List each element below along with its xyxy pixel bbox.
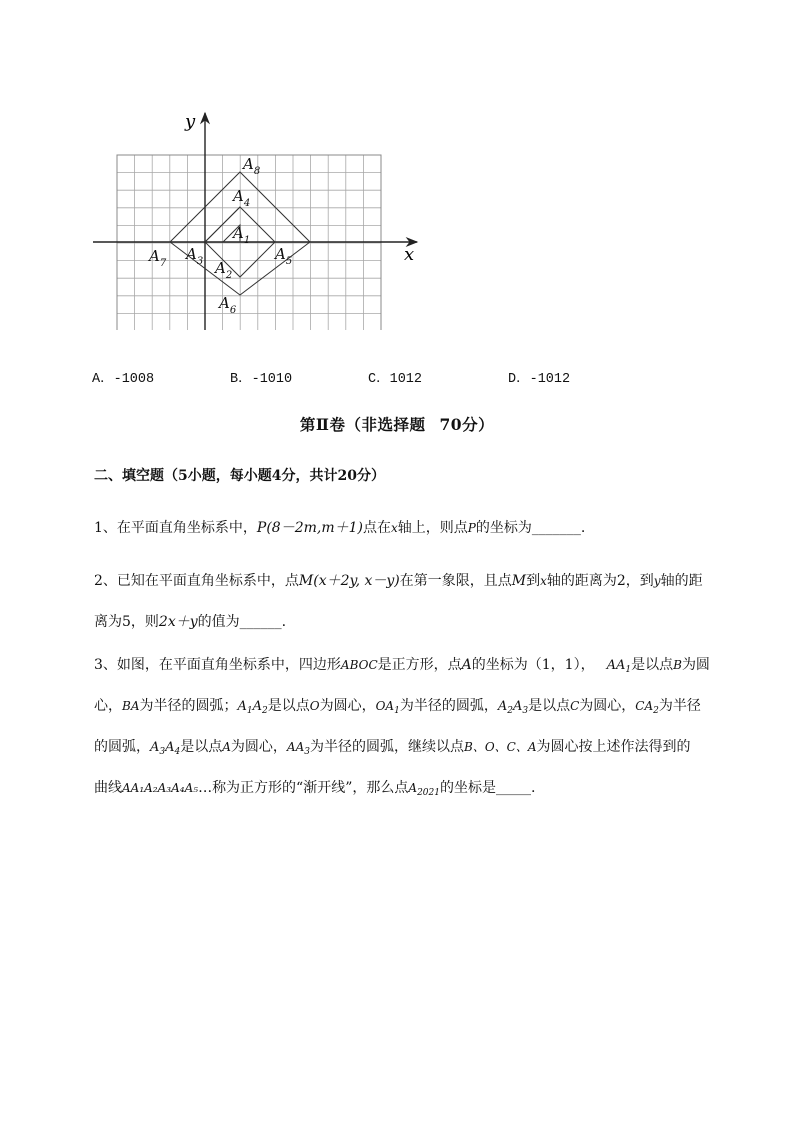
q3-quad: ABOC (340, 658, 378, 672)
q3-line4-b: …称为正方形的“渐开线”，那么点 (198, 780, 409, 796)
q3-arc4: $A_3A_4$ (150, 740, 181, 757)
q3-answer-blank[interactable]: _____. (495, 780, 536, 796)
q3-line2-f: 是以点 (528, 698, 571, 714)
q3-arc3: $A_2A_3$ (497, 699, 529, 716)
q3-curve: AA₁A₂A₃A₄A₅ (122, 781, 199, 795)
label-a4: $A_4$ (233, 187, 251, 209)
q3-seg3: $CA_2$ (635, 699, 659, 716)
option-c[interactable]: C．1012 (368, 372, 423, 387)
q3-point-a2: A (222, 740, 231, 754)
q2-text: 2、已知在平面直角坐标系中，点 (94, 573, 299, 589)
q3-line2-b: 为半径的圆弧； (139, 698, 238, 714)
label-a3: $A_3$ (186, 245, 204, 267)
q3-line2-e: 为半径的圆弧， (399, 698, 498, 714)
q3-point-c: C (570, 699, 580, 713)
q1-answer-blank[interactable]: _______. (531, 520, 586, 536)
label-a2: $A_2$ (215, 259, 233, 281)
q1-point2: P (467, 521, 476, 535)
q3-arc1: $AA_1$ (606, 658, 632, 675)
q3-line2-c: 是以点 (267, 698, 310, 714)
q3-line2-h: 为半径 (658, 698, 701, 714)
q2-expression: 2x＋y (158, 614, 198, 630)
q3-target: $A_{2021}$ (408, 781, 440, 798)
y-axis-label: y (185, 111, 196, 132)
q2-text-mid3: 轴的距离为2，到 (546, 573, 654, 589)
option-a[interactable]: A．-1008 (92, 372, 155, 387)
section-title (0, 413, 794, 435)
question-2 (94, 561, 742, 643)
q3-seg1: BA (122, 699, 140, 713)
q2-coords: (x＋2y, x－y) (313, 573, 400, 589)
q1-text-suffix: 的坐标为 (475, 520, 532, 536)
section-score: 70分） (439, 415, 495, 434)
section-title-text: 第Ⅱ卷（非选择题 (299, 415, 426, 434)
question-1 (94, 508, 742, 549)
label-a1: $A_1$ (233, 224, 251, 246)
q3-text-c: 的坐标为（1，1）， (471, 657, 595, 673)
q3-line4-c: 的坐标是 (439, 780, 496, 796)
q3-line3-b: 是以点 (180, 739, 223, 755)
q2-axis-y: y (653, 574, 661, 588)
q2-text-mid2: 到 (526, 573, 541, 589)
answer-options (0, 366, 794, 386)
q3-line2-d: 为圆心， (319, 698, 376, 714)
q2-line2-suffix: 的值为 (197, 614, 240, 630)
label-a8: $A_8$ (243, 155, 261, 177)
q1-text-mid2: 轴上，则点 (397, 520, 468, 536)
q2-text-mid: 在第一象限，且点 (399, 573, 512, 589)
q3-line3-c: 为圆心， (230, 739, 287, 755)
q1-axis: x (391, 521, 398, 535)
q3-text-d: 是以点 (631, 657, 674, 673)
q3-point-b: B (673, 658, 682, 672)
q3-seg4: $AA_3$ (286, 740, 310, 757)
q3-line2-text: 心， (94, 698, 122, 714)
q3-line3-e: 为圆心按上述作法得到的 (536, 739, 691, 755)
option-b[interactable]: B．-1010 (230, 372, 293, 387)
label-a6: $A_6$ (219, 294, 237, 316)
q3-text-b: 是正方形，点 (377, 657, 462, 673)
label-a5: $A_5$ (275, 245, 293, 267)
q3-line2-g: 为圆心， (579, 698, 636, 714)
label-a7: $A_7$ (149, 247, 167, 269)
q2-text-mid4: 轴的距 (660, 573, 703, 589)
q1-text-mid: 点在 (363, 520, 391, 536)
q2-point2: M (511, 573, 527, 589)
q2-answer-blank[interactable]: ______. (239, 614, 287, 630)
q2-line2-text: 离为5，则 (94, 614, 159, 630)
q1-text: 1、在平面直角坐标系中， (94, 520, 257, 536)
coordinate-figure (85, 105, 425, 330)
option-d[interactable]: D．-1012 (508, 372, 571, 387)
q1-coords: (8－2m,m＋1) (266, 520, 363, 536)
q2-point: M (298, 573, 314, 589)
q3-seg2: $OA_1$ (375, 699, 400, 716)
q1-point: P (256, 520, 267, 536)
q3-line3-d: 为半径的圆弧，继续以点 (310, 739, 464, 755)
q3-centers: B、O、C、A (464, 740, 537, 754)
grid-diagram (85, 105, 425, 330)
q3-arc2: $A_1A_2$ (237, 699, 268, 716)
part-heading: 二、填空题（5小题，每小题4分，共计20分） (94, 468, 385, 484)
question-3 (94, 645, 742, 809)
q3-text-e: 为圆 (681, 657, 710, 673)
q3-text: 3、如图，在平面直角坐标系中，四边形 (94, 657, 341, 673)
q2-axis-x: x (540, 574, 547, 588)
q3-line3-text: 的圆弧， (94, 739, 150, 755)
q3-point-o: O (309, 699, 320, 713)
x-axis-label: x (404, 244, 415, 265)
q3-line4-text: 曲线 (94, 780, 122, 796)
q3-point-a: A (461, 657, 472, 673)
